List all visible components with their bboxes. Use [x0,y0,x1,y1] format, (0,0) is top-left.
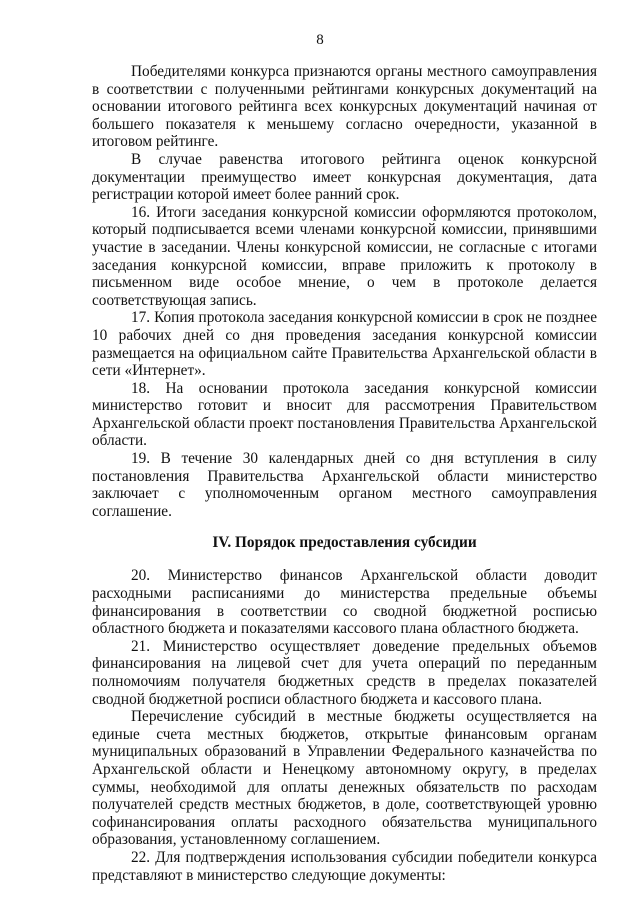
paragraph-21: 21. Министерство осуществляет доведение предельных объемов финансирования на лицевой счет для учета операций по переданным полномочиям получателя бюджетных средств в пределах показателей сводной бюджетной росписи областного бюджета и кассового плана. [92,637,597,708]
page-number: 8 [316,32,324,48]
paragraph-18: 18. На основании протокола заседания конкурсной комиссии министерство готовит и вносит для рассмотрения Правительством Архангельской области проект постановления Правительства Архангельской области. [92,379,597,450]
paragraph-17: 17. Копия протокола заседания конкурсной комиссии в срок не позднее 10 рабочих дней со дня проведения заседания конкурсной комиссии размещается на официальном сайте Правительства Архангельской области в сети «Интернет». [92,309,597,380]
paragraph-16: 16. Итоги заседания конкурсной комиссии оформляются протоколом, который подписывается всеми членами конкурсной комиссии, принявшими участие в заседании. Члены конкурсной комиссии, не согласные с итогами заседания конкурсной комиссии, вправе приложить к протоколу в письменном виде особое мнение, о чем в протоколе делается соответствующая запись. [92,203,597,309]
paragraph-20: 20. Министерство финансов Архангельской области доводит расходными расписаниями до министерства предельные объемы финансирования в соответствии со сводной бюджетной росписью областного бюджета и показателями кассового плана областного бюджета. [92,567,597,638]
paragraph-transfer: Перечисление субсидий в местные бюджеты осуществляется на единые счета местных бюджетов, открытые финансовым органам муниципальных образований в Управлении Федерального казначейства по Архангельской области и Ненецкому автономному округу, в пределах суммы, необходимой для оплаты денежных обязательств по расходам получателей средств местных бюджетов, в доле, соответствующей уровню софинансирования оплаты расходного обязательства муниципального образования, установленному соглашением. [92,708,597,849]
paragraph-winners: Победителями конкурса признаются органы местного самоуправления в соответствии с полученными рейтингами конкурсных документаций на основании итогового рейтинга всех конкурсных документаций начиная от большего показателя к меньшему согласно очередности, указанной в итоговом рейтинге. [92,63,597,151]
paragraph-equal-rating: В случае равенства итогового рейтинга оценок конкурсной документации преимущество имеет конкурсная документация, дата регистрации которой имеет более ранний срок. [92,150,597,204]
paragraph-22: 22. Для подтверждения использования субсидии победители конкурса представляют в министерство следующие документы: [92,848,597,884]
section-heading: IV. Порядок предоставления субсидии [212,534,477,552]
page-body [92,63,597,884]
paragraph-19: 19. В течение 30 календарных дней со дня вступления в силу постановления Правительства Архангельской области министерство заключает с уполномоченным органом местного самоуправления соглашение. [92,450,597,520]
